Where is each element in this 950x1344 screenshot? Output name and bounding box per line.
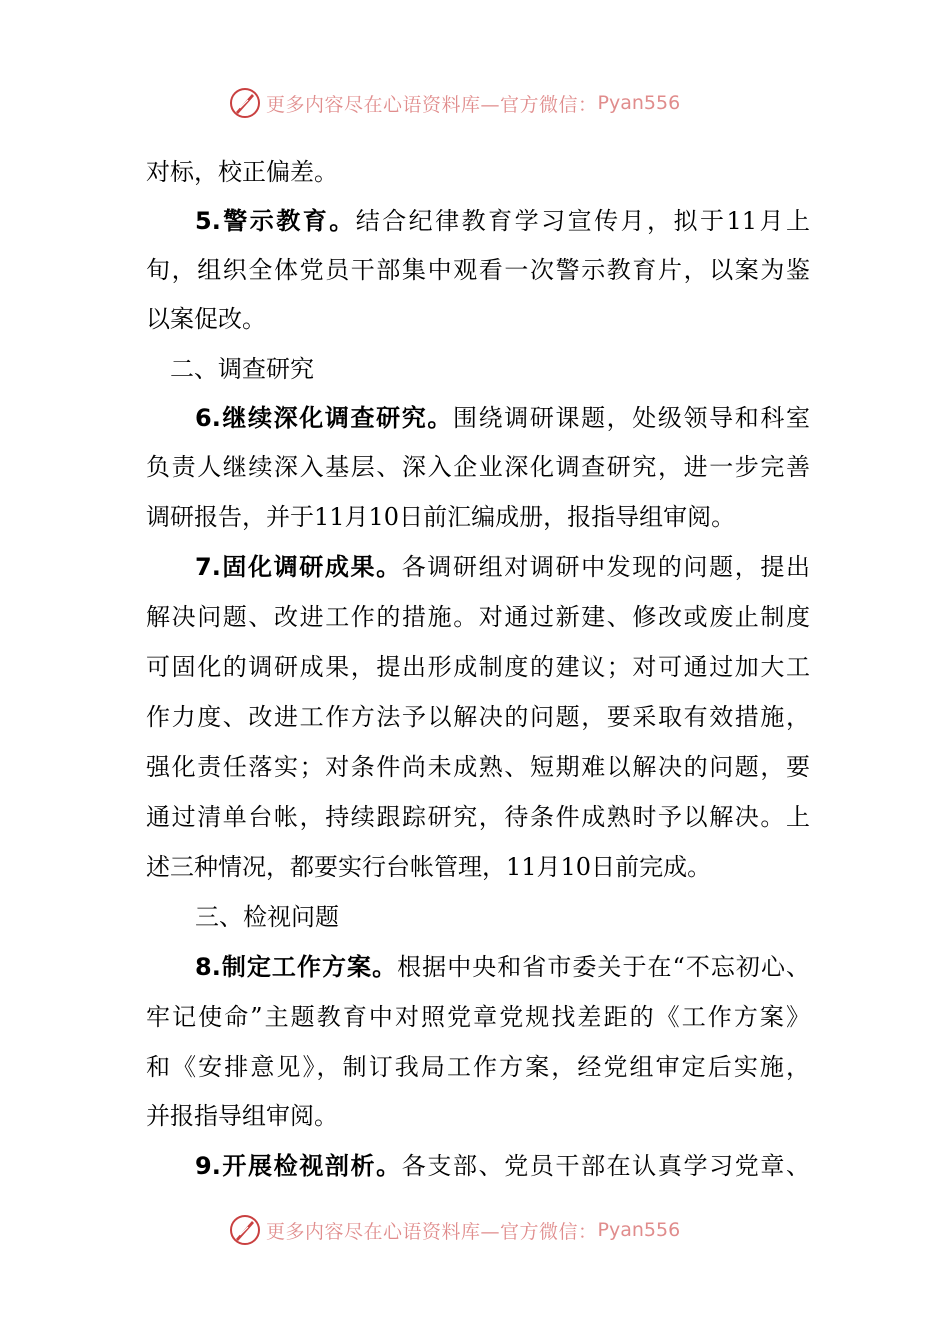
quill-logo-icon: [228, 1213, 262, 1247]
text-line: 并报指导组审阅。: [146, 1102, 338, 1130]
text-line: 旬，组织全体党员干部集中观看一次警示教育片，以案为鉴: [146, 256, 810, 284]
paragraph-9-line: 9.开展检视剖析。各支部、党员干部在认真学习党章、: [195, 1152, 810, 1180]
watermark-text: 更多内容尽在心语资料库—官方微信：: [266, 93, 598, 116]
watermark-wechat-id: Pyan556: [597, 1219, 681, 1241]
watermark-footer: [228, 1213, 680, 1247]
text-line: 牢记使命”主题教育中对照党章党规找差距的《工作方案》: [146, 1003, 810, 1031]
watermark-wechat-id: Pyan556: [597, 92, 681, 114]
text-line: 可固化的调研成果，提出形成制度的建议；对可通过加大工: [146, 653, 810, 681]
item-5-title: 5.警示教育。: [195, 207, 356, 235]
text-line: 调研报告，并于11月10日前汇编成册，报指导组审阅。: [146, 503, 736, 531]
text-line: 述三种情况，都要实行台帐管理，11月10日前完成。: [146, 853, 712, 881]
text-line: 作力度、改进工作方法予以解决的问题，要采取有效措施，: [146, 703, 810, 731]
text-line: 负责人继续深入基层、深入企业深化调查研究，进一步完善: [146, 453, 810, 481]
text-line: 强化责任落实；对条件尚未成熟、短期难以解决的问题，要: [146, 753, 810, 781]
text-line: 对标，校正偏差。: [146, 158, 338, 186]
text-line: 通过清单台帐，持续跟踪研究，待条件成熟时予以解决。上: [146, 803, 810, 831]
paragraph-7-line: 7.固化调研成果。各调研组对调研中发现的问题，提出: [195, 553, 810, 581]
watermark-text: 更多内容尽在心语资料库—官方微信：: [266, 1220, 598, 1243]
watermark-header: [228, 86, 680, 120]
item-8-title: 8.制定工作方案。: [195, 953, 398, 981]
section-heading-3: 三、检视问题: [195, 903, 339, 931]
paragraph-5-line: 5.警示教育。结合纪律教育学习宣传月，拟于11月上: [195, 207, 810, 235]
item-7-title: 7.固化调研成果。: [195, 553, 402, 581]
text-line: 解决问题、改进工作的措施。对通过新建、修改或废止制度: [146, 603, 810, 631]
item-9-title: 9.开展检视剖析。: [195, 1152, 402, 1180]
item-6-title: 6.继续深化调查研究。: [195, 404, 453, 432]
quill-logo-icon: [228, 86, 262, 120]
paragraph-6-line: 6.继续深化调查研究。围绕调研课题，处级领导和科室: [195, 404, 810, 432]
text-line: 和《安排意见》，制订我局工作方案，经党组审定后实施，: [146, 1053, 810, 1081]
section-heading-2: 二、调查研究: [170, 355, 314, 383]
paragraph-8-line: 8.制定工作方案。根据中央和省市委关于在“不忘初心、: [195, 953, 810, 981]
text-line: 以案促改。: [146, 305, 266, 333]
